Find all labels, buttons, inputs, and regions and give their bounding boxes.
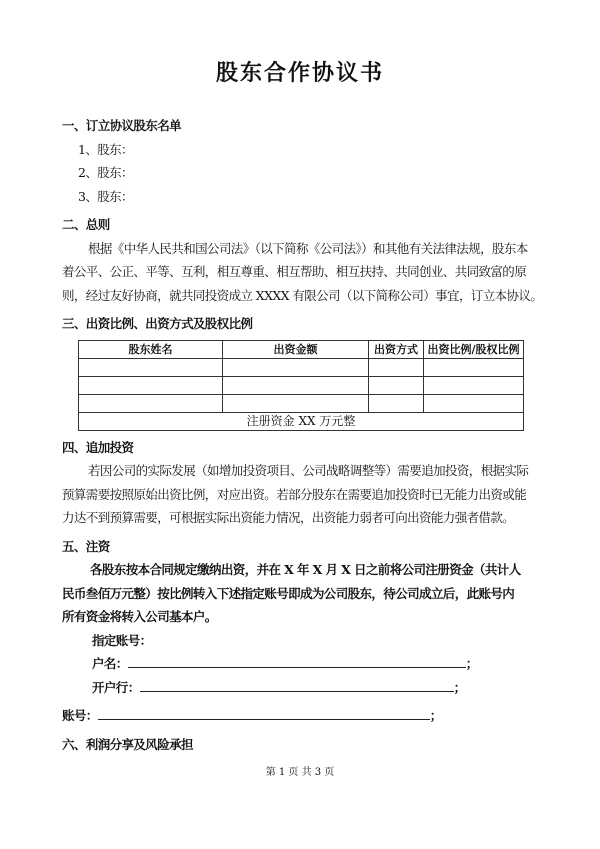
column-header: 股东姓名	[79, 340, 223, 358]
shareholder-item: 2、股东：	[78, 165, 133, 180]
table-cell	[369, 376, 424, 394]
section-heading: 一、订立协议股东名单	[62, 118, 182, 133]
paragraph-line: 民币叁佰万元整）按比例转入下述指定账号即成为公司股东，待公司成立后，此账号内	[62, 585, 515, 601]
document-body	[62, 114, 543, 756]
shareholder-item: 1、股东：	[78, 141, 133, 157]
paragraph-line: 预算需要按照原始出资比例，对应出资。若部分股东在需要追加投资时已无能力出资或能	[62, 486, 527, 502]
account-number-field	[62, 704, 532, 728]
paragraph-line: 力达不到预算需要，可根据实际出资能力情况，出资能力弱者可向出资能力强者借款。	[62, 510, 515, 525]
bank-field	[62, 676, 532, 700]
account-label: 指定账号：	[92, 632, 152, 648]
table-cell	[424, 358, 524, 376]
table-row	[79, 394, 524, 412]
column-header: 出资方式	[369, 340, 424, 358]
semicolon: ；	[465, 656, 478, 671]
table-cell	[424, 376, 524, 394]
account-name-field	[62, 652, 532, 676]
table-cell	[369, 394, 424, 412]
semicolon: ；	[429, 708, 442, 723]
paragraph-line: 着公平、公正、平等、互利，相互尊重、相互帮助、相互扶持、共同创业、共同致富的原	[62, 264, 527, 279]
paragraph-line: 所有资金将转入公司基本户。	[62, 609, 217, 624]
capital-table	[78, 340, 524, 431]
shareholder-item: 3、股东：	[78, 188, 133, 204]
account-number-label: 账号：	[62, 708, 98, 723]
table-cell	[424, 394, 524, 412]
table-header-row	[79, 340, 524, 358]
table-row	[79, 376, 524, 394]
account-name-blank	[128, 655, 466, 668]
table-cell	[223, 394, 369, 412]
table-cell	[79, 376, 223, 394]
semicolon: ；	[453, 679, 466, 695]
paragraph-line: 根据《中华人民共和国公司法》（以下简称《公司法》）和其他有关法律法规，股东本	[88, 240, 528, 256]
section-heading: 五、注资	[62, 538, 110, 554]
bank-label: 开户行：	[92, 679, 140, 695]
paragraph-line: 各股东按本合同规定缴纳出资，并在 X 年 X 月 X 日之前将公司注册资金（共计人	[90, 562, 521, 577]
section-heading: 四、追加投资	[62, 439, 134, 455]
column-header: 出资金额	[223, 340, 369, 358]
account-name-label: 户名：	[92, 656, 128, 671]
table-cell	[369, 358, 424, 376]
paragraph-line: 则，经过友好协商，就共同投资成立 XXXX 有限公司（以下简称公司）事宜，订立本协议。	[62, 287, 543, 303]
account-number-blank	[98, 707, 430, 720]
table-cell	[79, 394, 223, 412]
table-row	[79, 358, 524, 376]
page-title: 股东合作协议书	[215, 60, 384, 86]
table-cell	[223, 358, 369, 376]
section-heading: 三、出资比例、出资方式及股权比例	[62, 316, 253, 331]
section-heading: 二、总则	[62, 217, 110, 232]
paragraph-line: 若因公司的实际发展（如增加投资项目、公司战略调整等）需要追加投资，根据实际	[88, 463, 529, 478]
column-header: 出资比例/股权比例	[424, 340, 524, 358]
table-cell	[223, 376, 369, 394]
bank-blank	[140, 679, 454, 692]
section-heading: 六、利润分享及风险承担	[62, 736, 193, 752]
table-footer-row	[79, 412, 524, 430]
registered-capital: 注册资金 XX 万元整	[79, 412, 524, 430]
page-number: 第 1 页 共 3 页	[265, 767, 335, 778]
table-cell	[79, 358, 223, 376]
